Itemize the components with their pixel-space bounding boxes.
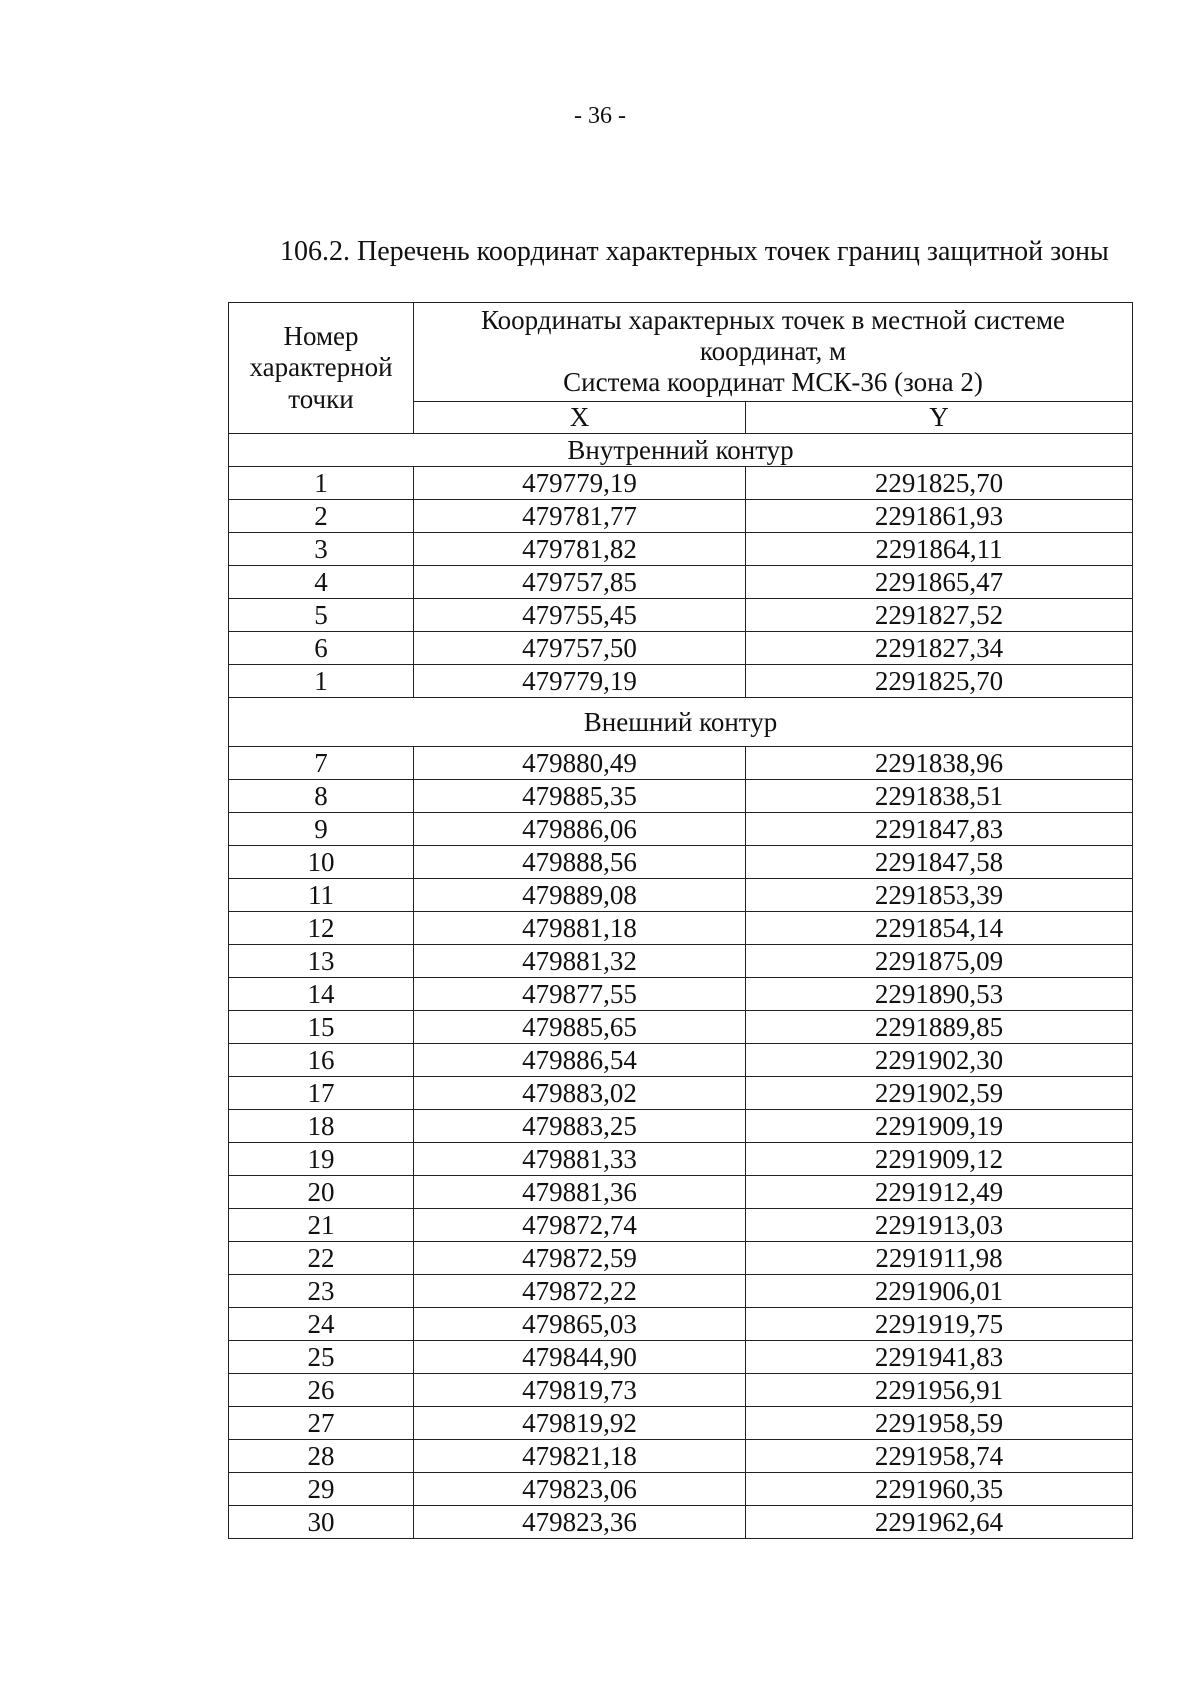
point-number-cell: 22 — [229, 1242, 414, 1275]
table-row — [229, 846, 1133, 879]
table-row — [229, 1374, 1133, 1407]
x-coordinate-cell: 479781,77 — [414, 500, 746, 533]
table-row — [229, 1473, 1133, 1506]
x-coordinate-cell: 479757,50 — [414, 632, 746, 665]
point-number-header-line: Номер — [283, 321, 359, 352]
section-row — [229, 434, 1133, 467]
table-row — [229, 879, 1133, 912]
point-number-cell: 26 — [229, 1374, 414, 1407]
x-coordinate-cell: 479823,36 — [414, 1506, 746, 1539]
point-number-cell: 19 — [229, 1143, 414, 1176]
point-number-cell: 14 — [229, 978, 414, 1011]
point-number-header — [229, 303, 414, 434]
x-coordinate-cell: 479755,45 — [414, 599, 746, 632]
table-row — [229, 632, 1133, 665]
point-number-cell: 24 — [229, 1308, 414, 1341]
table-body — [229, 434, 1133, 1539]
y-coordinate-cell: 2291956,91 — [746, 1374, 1133, 1407]
table-row — [229, 665, 1133, 698]
x-coordinate-cell: 479885,65 — [414, 1011, 746, 1044]
table-row — [229, 780, 1133, 813]
table-row — [229, 1143, 1133, 1176]
y-coordinate-cell: 2291902,59 — [746, 1077, 1133, 1110]
y-coordinate-cell: 2291847,58 — [746, 846, 1133, 879]
x-coordinate-cell: 479865,03 — [414, 1308, 746, 1341]
point-number-cell: 3 — [229, 533, 414, 566]
y-coordinate-cell: 2291962,64 — [746, 1506, 1133, 1539]
point-number-cell: 9 — [229, 813, 414, 846]
table-row — [229, 1275, 1133, 1308]
y-coordinate-cell: 2291825,70 — [746, 467, 1133, 500]
table-row — [229, 1440, 1133, 1473]
x-coordinate-cell: 479872,74 — [414, 1209, 746, 1242]
x-coordinate-cell: 479883,25 — [414, 1110, 746, 1143]
coordinates-header-line: координат, м — [699, 336, 847, 367]
coordinates-table — [228, 302, 1133, 1539]
table-row — [229, 1077, 1133, 1110]
table-row — [229, 1308, 1133, 1341]
point-number-cell: 18 — [229, 1110, 414, 1143]
x-coordinate-cell: 479781,82 — [414, 533, 746, 566]
point-number-cell: 20 — [229, 1176, 414, 1209]
x-coordinate-cell: 479872,59 — [414, 1242, 746, 1275]
table-row — [229, 945, 1133, 978]
table-row — [229, 599, 1133, 632]
section-title: Внешний контур — [229, 698, 1133, 747]
point-number-header-line: точки — [288, 383, 354, 414]
x-coordinate-cell: 479883,02 — [414, 1077, 746, 1110]
x-coordinate-cell: 479881,32 — [414, 945, 746, 978]
point-number-cell: 10 — [229, 846, 414, 879]
y-coordinate-cell: 2291875,09 — [746, 945, 1133, 978]
y-coordinate-cell: 2291861,93 — [746, 500, 1133, 533]
table-row — [229, 1407, 1133, 1440]
y-coordinate-cell: 2291902,30 — [746, 1044, 1133, 1077]
x-column-header: X — [414, 401, 746, 433]
point-number-cell: 15 — [229, 1011, 414, 1044]
y-coordinate-cell: 2291838,96 — [746, 747, 1133, 780]
x-coordinate-cell: 479844,90 — [414, 1341, 746, 1374]
x-coordinate-cell: 479823,06 — [414, 1473, 746, 1506]
point-number-cell: 29 — [229, 1473, 414, 1506]
table-row — [229, 912, 1133, 945]
point-number-cell: 8 — [229, 780, 414, 813]
table-row — [229, 533, 1133, 566]
point-number-cell: 2 — [229, 500, 414, 533]
section-row — [229, 698, 1133, 747]
x-coordinate-cell: 479881,18 — [414, 912, 746, 945]
y-coordinate-cell: 2291838,51 — [746, 780, 1133, 813]
point-number-cell: 4 — [229, 566, 414, 599]
table-header-row — [229, 303, 1133, 402]
coordinates-header-line: Система координат МСК-36 (зона 2) — [563, 367, 983, 398]
y-coordinate-cell: 2291960,35 — [746, 1473, 1133, 1506]
table-row — [229, 467, 1133, 500]
y-coordinate-cell: 2291911,98 — [746, 1242, 1133, 1275]
y-coordinate-cell: 2291825,70 — [746, 665, 1133, 698]
x-coordinate-cell: 479819,92 — [414, 1407, 746, 1440]
table-row — [229, 1011, 1133, 1044]
x-coordinate-cell: 479872,22 — [414, 1275, 746, 1308]
y-coordinate-cell: 2291909,19 — [746, 1110, 1133, 1143]
x-coordinate-cell: 479877,55 — [414, 978, 746, 1011]
table-row — [229, 978, 1133, 1011]
x-coordinate-cell: 479880,49 — [414, 747, 746, 780]
table-row — [229, 566, 1133, 599]
y-coordinate-cell: 2291890,53 — [746, 978, 1133, 1011]
x-coordinate-cell: 479779,19 — [414, 467, 746, 500]
y-coordinate-cell: 2291906,01 — [746, 1275, 1133, 1308]
table-row — [229, 1506, 1133, 1539]
y-coordinate-cell: 2291853,39 — [746, 879, 1133, 912]
x-coordinate-cell: 479821,18 — [414, 1440, 746, 1473]
point-number-cell: 17 — [229, 1077, 414, 1110]
x-coordinate-cell: 479885,35 — [414, 780, 746, 813]
y-coordinate-cell: 2291912,49 — [746, 1176, 1133, 1209]
document-title: 106.2. Перечень координат характерных точек границ защитной зоны — [280, 236, 1109, 267]
point-number-cell: 25 — [229, 1341, 414, 1374]
x-coordinate-cell: 479881,33 — [414, 1143, 746, 1176]
point-number-cell: 28 — [229, 1440, 414, 1473]
point-number-cell: 5 — [229, 599, 414, 632]
y-coordinate-cell: 2291941,83 — [746, 1341, 1133, 1374]
table-row — [229, 1341, 1133, 1374]
table-row — [229, 747, 1133, 780]
table-row — [229, 1044, 1133, 1077]
x-coordinate-cell: 479819,73 — [414, 1374, 746, 1407]
x-coordinate-cell: 479881,36 — [414, 1176, 746, 1209]
point-number-cell: 1 — [229, 665, 414, 698]
table-row — [229, 813, 1133, 846]
table-row — [229, 1110, 1133, 1143]
section-title: Внутренний контур — [229, 434, 1133, 467]
point-number-cell: 23 — [229, 1275, 414, 1308]
table-row — [229, 1209, 1133, 1242]
point-number-cell: 16 — [229, 1044, 414, 1077]
y-coordinate-cell: 2291913,03 — [746, 1209, 1133, 1242]
x-coordinate-cell: 479886,06 — [414, 813, 746, 846]
x-coordinate-cell: 479779,19 — [414, 665, 746, 698]
coordinates-header — [414, 303, 1133, 402]
y-coordinate-cell: 2291889,85 — [746, 1011, 1133, 1044]
y-coordinate-cell: 2291909,12 — [746, 1143, 1133, 1176]
point-number-cell: 30 — [229, 1506, 414, 1539]
y-coordinate-cell: 2291958,59 — [746, 1407, 1133, 1440]
y-coordinate-cell: 2291864,11 — [746, 533, 1133, 566]
point-number-cell: 12 — [229, 912, 414, 945]
x-coordinate-cell: 479889,08 — [414, 879, 746, 912]
x-coordinate-cell: 479886,54 — [414, 1044, 746, 1077]
y-coordinate-cell: 2291865,47 — [746, 566, 1133, 599]
y-coordinate-cell: 2291847,83 — [746, 813, 1133, 846]
point-number-cell: 21 — [229, 1209, 414, 1242]
table-row — [229, 1176, 1133, 1209]
point-number-cell: 7 — [229, 747, 414, 780]
y-coordinate-cell: 2291827,34 — [746, 632, 1133, 665]
coordinates-header-line: Координаты характерных точек в местной системе — [480, 305, 1066, 336]
point-number-header-line: характерной — [249, 352, 393, 383]
y-coordinate-cell: 2291827,52 — [746, 599, 1133, 632]
point-number-cell: 27 — [229, 1407, 414, 1440]
x-coordinate-cell: 479757,85 — [414, 566, 746, 599]
x-coordinate-cell: 479888,56 — [414, 846, 746, 879]
y-coordinate-cell: 2291919,75 — [746, 1308, 1133, 1341]
table-row — [229, 1242, 1133, 1275]
point-number-cell: 13 — [229, 945, 414, 978]
y-column-header: Y — [746, 401, 1133, 433]
y-coordinate-cell: 2291854,14 — [746, 912, 1133, 945]
point-number-cell: 11 — [229, 879, 414, 912]
table-row — [229, 500, 1133, 533]
point-number-cell: 1 — [229, 467, 414, 500]
y-coordinate-cell: 2291958,74 — [746, 1440, 1133, 1473]
page-number: - 36 - — [574, 103, 626, 129]
point-number-cell: 6 — [229, 632, 414, 665]
